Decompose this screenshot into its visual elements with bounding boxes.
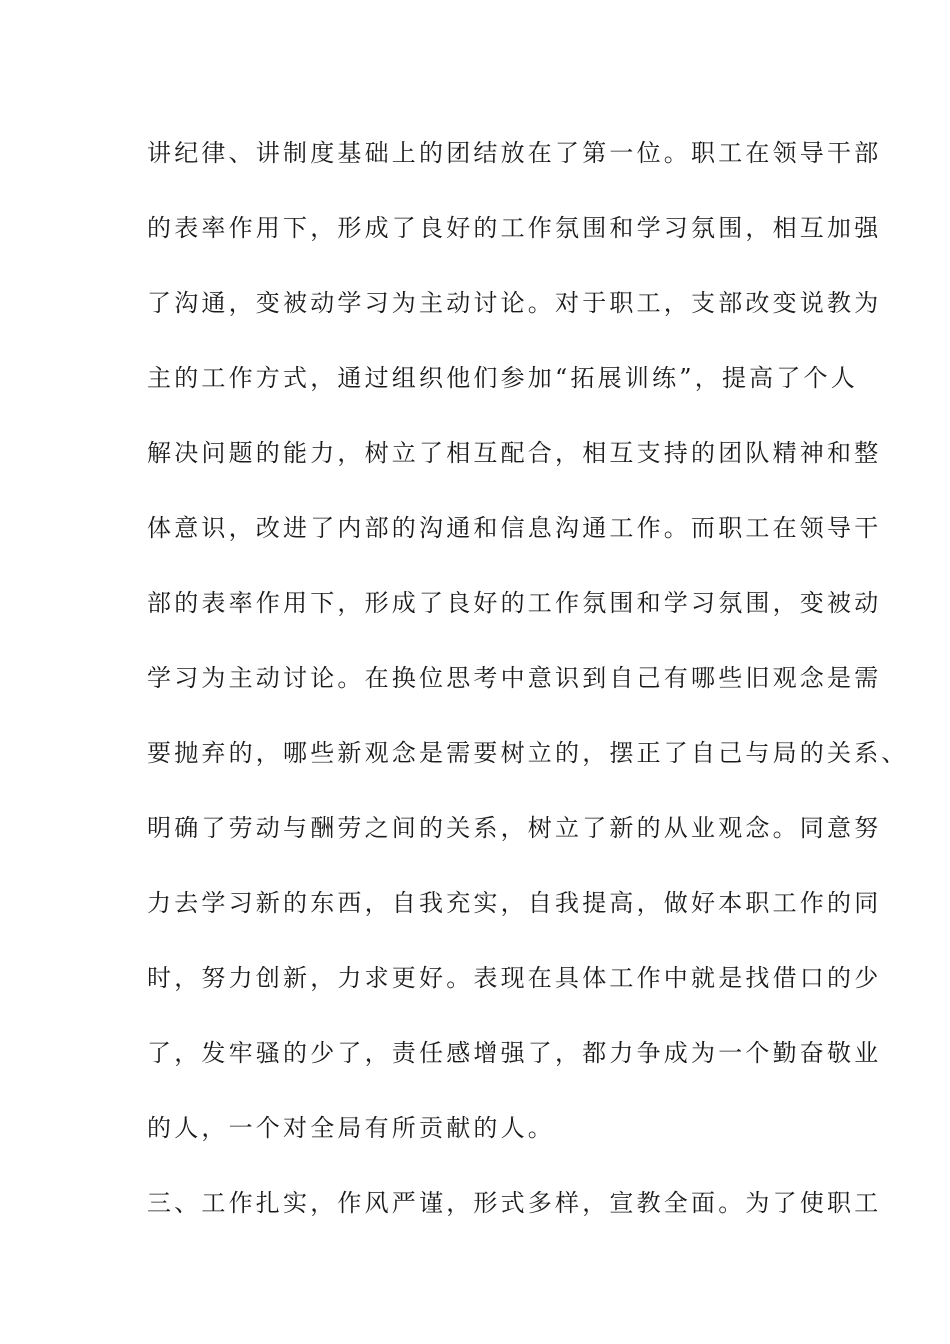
text-line: 讲纪律、讲制度基础上的团结放在了第一位。职工在领导干部 (147, 139, 882, 167)
text-line: 要抛弃的，哪些新观念是需要树立的，摆正了自己与局的关系、 (147, 739, 909, 767)
text-line: 三、工作扎实，作风严谨，形式多样，宣教全面。为了使职工 (147, 1189, 882, 1217)
text-line: 了沟通，变被动学习为主动讨论。对于职工，支部改变说教为 (147, 289, 882, 317)
text-line: 部的表率作用下，形成了良好的工作氛围和学习氛围，变被动 (147, 589, 882, 617)
text-line: 的表率作用下，形成了良好的工作氛围和学习氛围，相互加强 (147, 214, 882, 242)
text-line: 的人，一个对全局有所贡献的人。 (147, 1114, 555, 1142)
text-line: 时，努力创新，力求更好。表现在具体工作中就是找借口的少 (147, 964, 882, 992)
text-line: 解决问题的能力，树立了相互配合，相互支持的团队精神和整 (147, 439, 882, 467)
text-line: 明确了劳动与酬劳之间的关系，树立了新的从业观念。同意努 (147, 814, 882, 842)
text-line: 学习为主动讨论。在换位思考中意识到自己有哪些旧观念是需 (147, 664, 882, 692)
body-text (147, 130, 909, 1255)
text-line: 体意识，改进了内部的沟通和信息沟通工作。而职工在领导干 (147, 514, 882, 542)
text-line: 主的工作方式，通过组织他们参加“拓展训练”，提高了个人 (147, 364, 858, 392)
text-line: 了，发牢骚的少了，责任感增强了，都力争成为一个勤奋敬业 (147, 1039, 882, 1067)
text-line: 力去学习新的东西，自我充实，自我提高，做好本职工作的同 (147, 889, 882, 917)
